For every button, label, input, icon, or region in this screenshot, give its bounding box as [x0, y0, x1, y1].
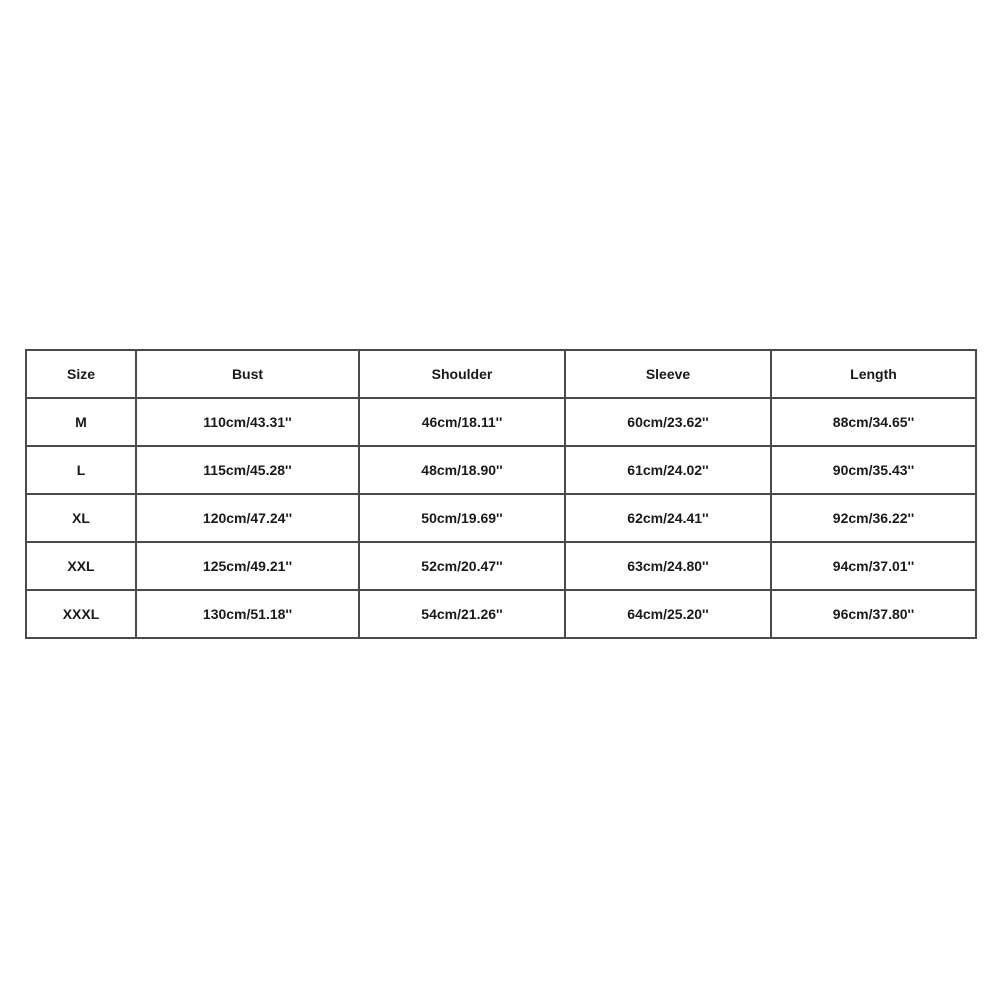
table-row: [26, 542, 976, 590]
cell-size: M: [26, 398, 136, 446]
cell-bust: 125cm/49.21'': [136, 542, 359, 590]
cell-length: 92cm/36.22'': [771, 494, 976, 542]
table-row: [26, 590, 976, 638]
header-sleeve: Sleeve: [565, 350, 771, 398]
cell-bust: 110cm/43.31'': [136, 398, 359, 446]
cell-length: 96cm/37.80'': [771, 590, 976, 638]
header-length: Length: [771, 350, 976, 398]
cell-shoulder: 50cm/19.69'': [359, 494, 565, 542]
table-row: [26, 398, 976, 446]
table-row: [26, 494, 976, 542]
header-size: Size: [26, 350, 136, 398]
cell-size: XL: [26, 494, 136, 542]
cell-length: 94cm/37.01'': [771, 542, 976, 590]
cell-bust: 115cm/45.28'': [136, 446, 359, 494]
cell-shoulder: 52cm/20.47'': [359, 542, 565, 590]
cell-length: 88cm/34.65'': [771, 398, 976, 446]
cell-length: 90cm/35.43'': [771, 446, 976, 494]
cell-sleeve: 63cm/24.80'': [565, 542, 771, 590]
cell-bust: 130cm/51.18'': [136, 590, 359, 638]
cell-size: XXXL: [26, 590, 136, 638]
cell-sleeve: 61cm/24.02'': [565, 446, 771, 494]
header-row: [26, 350, 976, 398]
cell-sleeve: 64cm/25.20'': [565, 590, 771, 638]
cell-size: XXL: [26, 542, 136, 590]
header-shoulder: Shoulder: [359, 350, 565, 398]
cell-shoulder: 48cm/18.90'': [359, 446, 565, 494]
cell-bust: 120cm/47.24'': [136, 494, 359, 542]
cell-shoulder: 46cm/18.11'': [359, 398, 565, 446]
cell-sleeve: 62cm/24.41'': [565, 494, 771, 542]
header-bust: Bust: [136, 350, 359, 398]
cell-shoulder: 54cm/21.26'': [359, 590, 565, 638]
cell-sleeve: 60cm/23.62'': [565, 398, 771, 446]
cell-size: L: [26, 446, 136, 494]
table-row: [26, 446, 976, 494]
size-chart-table: [25, 349, 977, 639]
